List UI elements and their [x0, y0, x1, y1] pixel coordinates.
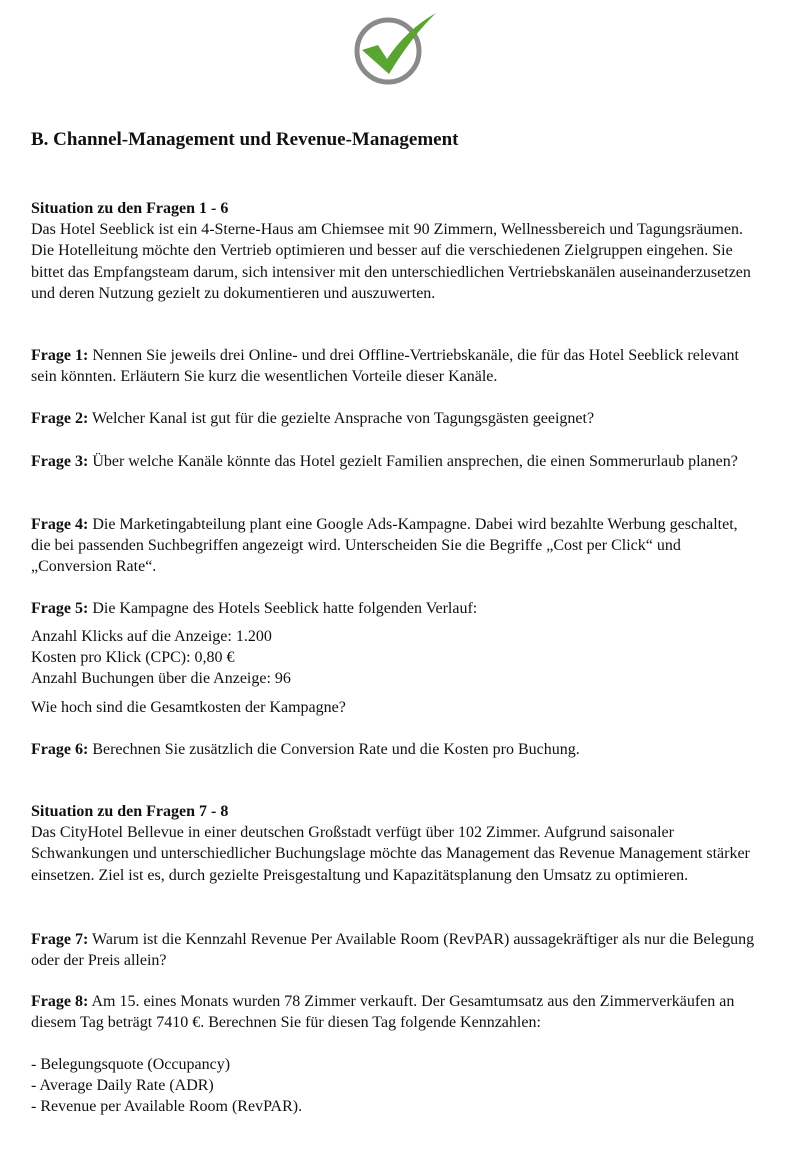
question-5-followup-text: Wie hoch sind die Gesamtkosten der Kampagne? — [31, 699, 346, 716]
question-6-text: Berechnen Sie zusätzlich die Conversion Rate und die Kosten pro Buchung. — [92, 741, 580, 758]
kpi-occupancy: - Belegungsquote (Occupancy) — [31, 1056, 231, 1073]
question-7-text: Warum ist die Kennzahl Revenue Per Available Room (RevPAR) aussagekräftiger als nur die Belegung oder der Preis allein? — [31, 931, 755, 970]
situation-2-title: Situation zu den Fragen 7 - 8 — [31, 803, 229, 820]
kpi-adr: - Average Daily Rate (ADR) — [31, 1077, 214, 1095]
kpi-list — [31, 1054, 761, 1118]
question-3-label: Frage 3: — [31, 453, 89, 470]
question-8-text: Am 15. eines Monats wurden 78 Zimmer verkauft. Der Gesamtumsatz aus den Zimmerverkäufen an diesem Tag beträgt 7410 €. Berechnen Sie für diesen Tag folgende Kennzahlen: — [31, 993, 735, 1032]
question-8-label: Frage 8: — [31, 993, 89, 1010]
question-2 — [31, 408, 761, 429]
question-2-text: Welcher Kanal ist gut für die gezielte Ansprache von Tagungsgästen geeignet? — [92, 410, 595, 427]
question-5-text: Die Kampagne des Hotels Seeblick hatte folgenden Verlauf: — [92, 600, 478, 617]
campaign-figures — [31, 626, 761, 690]
question-4-label: Frage 4: — [31, 516, 89, 533]
section-heading: B. Channel-Management und Revenue-Management — [31, 129, 459, 150]
question-1-text: Nennen Sie jeweils drei Online- und drei Offline-Vertriebskanäle, die für das Hotel Seeblick relevant sein könnten. Erläutern Sie kurz die wesentlichen Vorteile dieser Kanäle. — [31, 347, 739, 386]
question-5 — [31, 598, 761, 619]
question-4-text: Die Marketingabteilung plant eine Google Ads-Kampagne. Dabei wird bezahlte Werbung geschaltet, die bei passenden Suchbegriffen angezeigt wird. Unterscheiden Sie die Begriffe „Cost per Click“ und „Conversion Rate“. — [31, 516, 738, 576]
situation-2 — [31, 801, 761, 886]
question-1 — [31, 345, 761, 387]
situation-2-text: Das CityHotel Bellevue in einer deutschen Großstadt verfügt über 102 Zimmer. Aufgrund saisonaler Schwankungen und unterschiedlicher Buchungslage möchte das Management das Revenue Management stärker einsetzen. Ziel ist es, durch gezielte Preisgestaltung und Kapazitätsplanung den Umsatz zu optimieren. — [31, 824, 750, 884]
question-3 — [31, 451, 761, 472]
question-5-followup — [31, 697, 761, 718]
question-8 — [31, 991, 761, 1033]
question-7-label: Frage 7: — [31, 931, 89, 948]
campaign-clicks: Anzahl Klicks auf die Anzeige: 1.200 — [31, 628, 272, 645]
question-6-label: Frage 6: — [31, 741, 89, 758]
kpi-revpar: - Revenue per Available Room (RevPAR). — [31, 1098, 303, 1116]
question-6 — [31, 739, 761, 760]
campaign-cpc: Kosten pro Klick (CPC): 0,80 € — [31, 649, 235, 667]
question-1-label: Frage 1: — [31, 347, 89, 364]
question-5-label: Frage 5: — [31, 600, 89, 617]
campaign-bookings: Anzahl Buchungen über die Anzeige: 96 — [31, 670, 291, 688]
question-3-text: Über welche Kanäle könnte das Hotel gezielt Familien ansprechen, die einen Sommerurlaub planen? — [92, 453, 738, 470]
situation-1-text: Das Hotel Seeblick ist ein 4-Sterne-Haus am Chiemsee mit 90 Zimmern, Wellnessbereich und Tagungsräumen. Die Hotelleitung möchte den Vertrieb optimieren und besser auf die verschiedenen Zielgruppen eingehen. Sie bittet das Empfangsteam darum, sich intensiver mit den unterschiedlichen Vertriebskanälen auseinanderzusetzen und deren Nutzung gezielt zu dokumentieren und auszuwerten. — [31, 221, 751, 302]
situation-1 — [31, 198, 761, 304]
question-4 — [31, 514, 761, 578]
question-2-label: Frage 2: — [31, 410, 89, 427]
checkmark-circle-icon — [348, 8, 440, 86]
question-7 — [31, 929, 761, 971]
situation-1-title: Situation zu den Fragen 1 - 6 — [31, 200, 229, 217]
